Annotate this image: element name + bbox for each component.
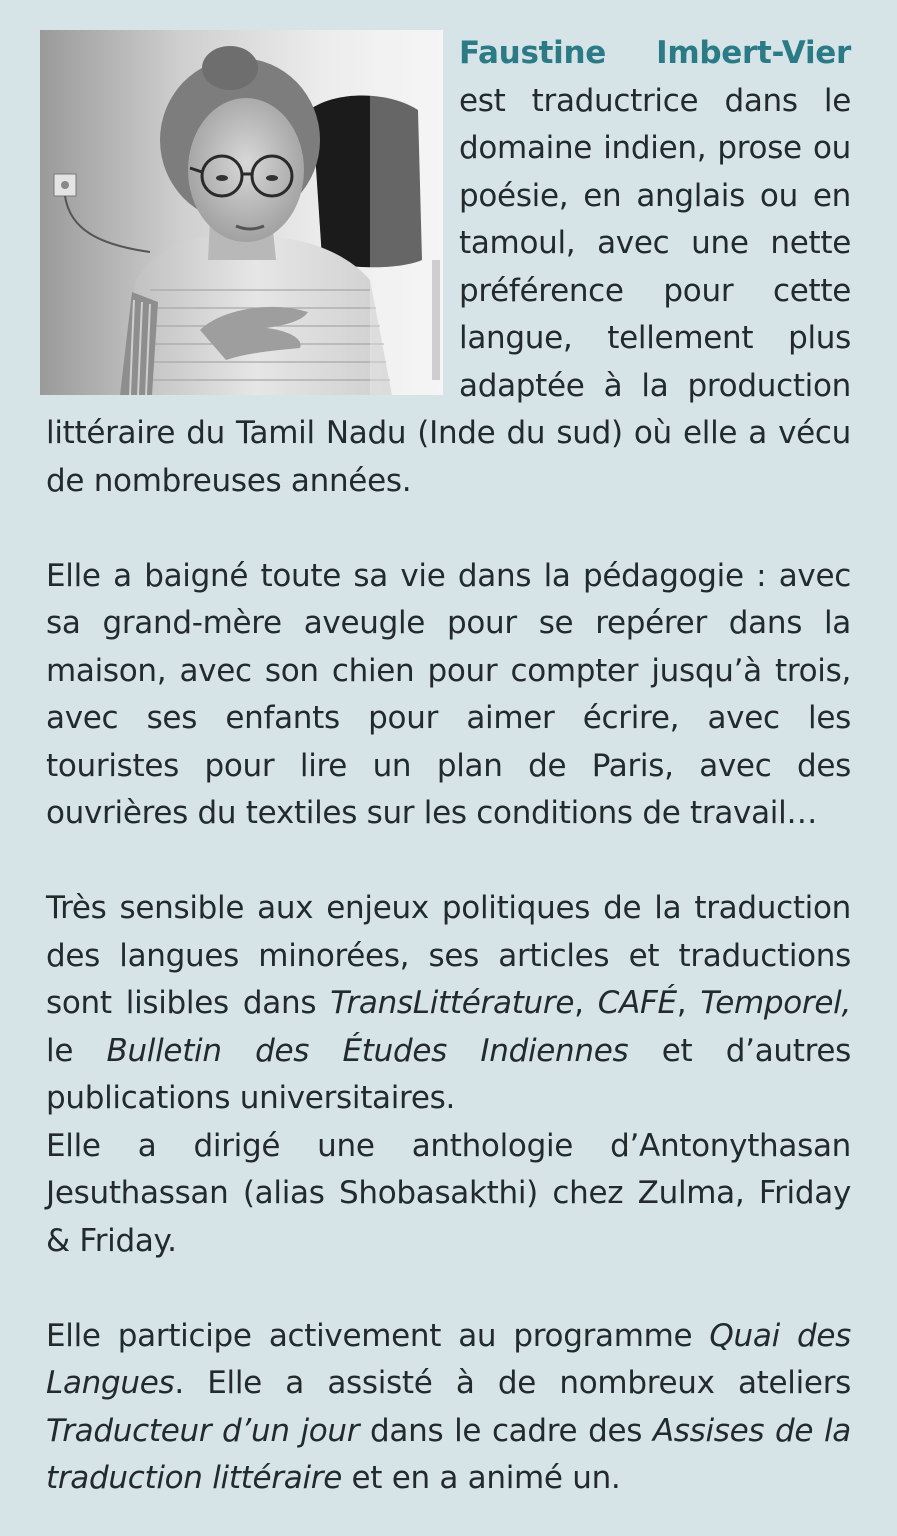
bio-paragraph-4: Elle a dirigé une anthologie d’Antonythasan Jesuthassan (alias Shobasakthi) chez Zulma, Friday & Friday.	[46, 1127, 851, 1259]
p3-text-2: ,	[574, 985, 598, 1021]
event-assises: Assises de la traduction littéraire	[46, 1412, 851, 1496]
publication-cafe: CAFÉ	[597, 985, 677, 1021]
p3-text-5: et d’autres publications universitaires.	[46, 1032, 852, 1116]
bio-text	[46, 30, 851, 1503]
p3-text-1: Très sensible aux enjeux politiques de la traduction des langues minorées, ses articles et traductions sont lisibles dans	[46, 890, 851, 1021]
author-name: Faustine Imbert-Vier	[459, 35, 851, 71]
publication-bulletin: Bulletin des Études Indiennes	[106, 1032, 629, 1069]
program-quai-des-langues: Quai des Langues	[46, 1317, 851, 1401]
portrait-photo	[40, 30, 443, 395]
p5-text-2: . Elle a assisté à de nombreux ateliers	[174, 1365, 851, 1401]
publication-translitterature: TransLittérature	[330, 985, 575, 1021]
p3-text-4: le	[46, 1032, 107, 1069]
bio-paragraph-2: Elle a baigné toute sa vie dans la pédagogie : avec sa grand-mère aveugle pour se repérer dans la maison, avec son chien pour compter jusqu’à trois, avec ses enfants pour aimer écrire, avec les touristes pour lire un plan de Paris, avec des ouvrières du textiles sur les conditions de travail…	[46, 557, 851, 831]
p5-text-3: dans le cadre des	[359, 1412, 653, 1449]
p3-text-3: ,	[676, 985, 701, 1021]
p5-text-1: Elle participe activement au programme	[46, 1317, 710, 1354]
bio-paragraph-5	[46, 1313, 851, 1503]
p5-text-4: et en a animé un.	[341, 1460, 621, 1496]
publication-temporel: Temporel,	[700, 985, 851, 1021]
bio-paragraph-1-text: est traductrice dans le domaine indien, prose ou poésie, en anglais ou en tamoul, avec une nette préférence pour cette langue, tellement plus adaptée à la production littéraire du Tamil Nadu (Inde du sud) où elle a vécu de nombreuses années.	[46, 82, 851, 499]
workshop-traducteur-dun-jour: Traducteur d’un jour	[46, 1412, 360, 1449]
bio-paragraph-3	[46, 885, 851, 1123]
portrait-image	[40, 30, 443, 395]
